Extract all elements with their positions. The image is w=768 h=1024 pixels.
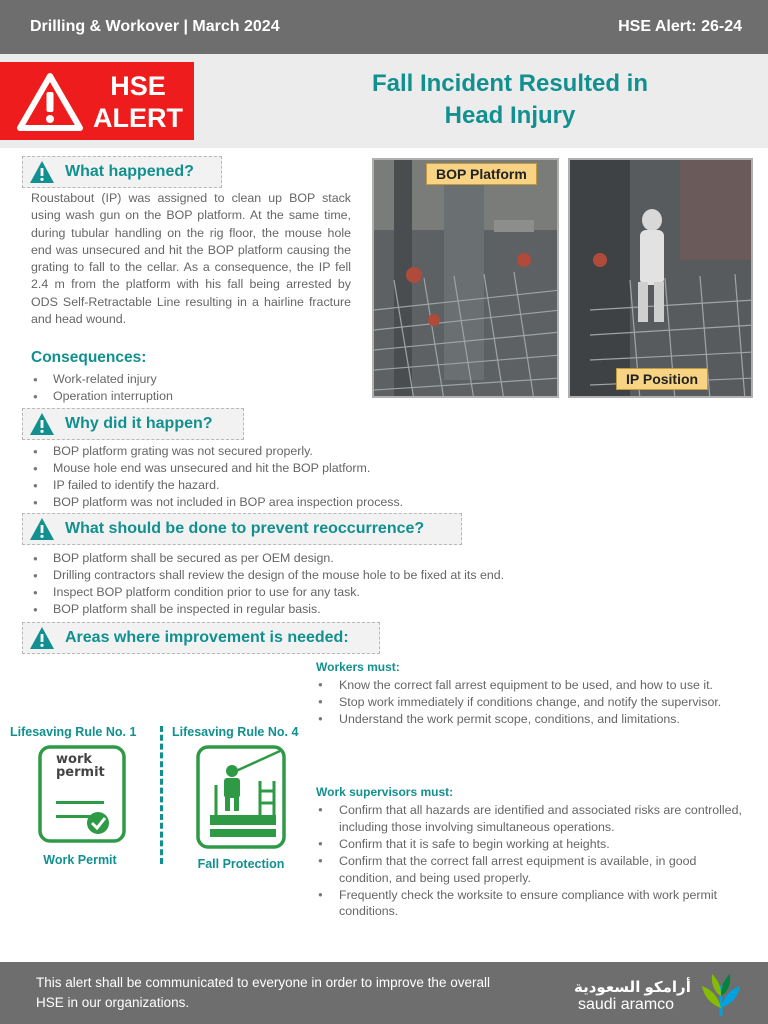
top-bar xyxy=(0,0,768,54)
company-logo-english: saudi aramco xyxy=(578,996,675,1013)
section-improvement: Areas where improvement is needed: xyxy=(22,622,380,654)
header xyxy=(0,54,768,148)
list-item: ● Confirm that it is safe to begin working at heights. xyxy=(316,836,746,853)
warning-icon xyxy=(29,517,55,541)
work-permit-icon-label: work permit xyxy=(56,752,105,780)
list-item: ● Stop work immediately if conditions change, and notify the supervisor. xyxy=(316,694,746,711)
list-item: ● BOP platform was not included in BOP area inspection process. xyxy=(31,494,731,511)
why-list xyxy=(31,443,731,511)
section-why-did-it-happen: Why did it happen? xyxy=(22,408,244,440)
list-item: ● Frequently check the worksite to ensure compliance with work permit conditions. xyxy=(316,887,746,921)
work-permit-icon xyxy=(38,745,126,843)
ip-position-image xyxy=(570,160,753,398)
list-item: ● Confirm that all hazards are identified and associated risks are controlled, including those involving simultaneous operations. xyxy=(316,802,746,836)
warning-icon xyxy=(29,412,55,436)
hse-alert-badge xyxy=(0,62,194,140)
page-title: Fall Incident Resulted in Head Injury xyxy=(371,70,649,129)
list-item: ● Inspect BOP platform condition prior to use for any task. xyxy=(31,584,751,601)
list-item: ● Confirm that the correct fall arrest equipment is available, in good condition, and being used properly. xyxy=(316,853,746,887)
list-item: ● BOP platform grating was not secured properly. xyxy=(31,443,731,460)
list-item: ● Know the correct fall arrest equipment to be used, and how to use it. xyxy=(316,677,746,694)
warning-icon xyxy=(29,626,55,650)
consequences-list xyxy=(31,371,351,405)
bop-platform-photo xyxy=(372,158,559,398)
list-item: ● BOP platform shall be secured as per OEM design. xyxy=(31,550,751,567)
workers-heading: Workers must: xyxy=(316,660,400,674)
department-date: Drilling & Workover | March 2024 xyxy=(30,18,280,35)
alert-number: HSE Alert: 26-24 xyxy=(618,18,742,35)
bop-platform-image xyxy=(374,160,559,398)
list-item: ● BOP platform shall be inspected in regular basis. xyxy=(31,601,751,618)
alert-label: HSE ALERT xyxy=(93,71,183,133)
list-item: ● Operation interruption xyxy=(31,388,351,405)
consequences-heading: Consequences: xyxy=(31,349,147,366)
prevent-list xyxy=(31,550,751,618)
footer-message: This alert shall be communicated to everyone in order to improve the overall HSE in our organizations. xyxy=(36,975,490,1010)
fall-protection-icon xyxy=(196,745,286,849)
section-prevent-reoccurrence: What should be done to prevent reoccurrence? xyxy=(22,513,462,545)
supervisors-heading: Work supervisors must: xyxy=(316,785,454,799)
photo-tag: BOP Platform xyxy=(426,163,537,185)
photo-tag: IP Position xyxy=(616,368,708,390)
warning-icon xyxy=(29,160,55,184)
work-permit-label: Work Permit xyxy=(43,853,117,867)
warning-icon xyxy=(16,72,84,132)
lifesaving-rule-4-title: Lifesaving Rule No. 4 xyxy=(172,725,299,739)
list-item: ● Work-related injury xyxy=(31,371,351,388)
footer xyxy=(0,962,768,1024)
aramco-logo-icon xyxy=(696,968,746,1018)
supervisors-list xyxy=(316,802,746,920)
company-logo-arabic: أرامكو السعودية xyxy=(574,979,691,996)
rule-divider xyxy=(160,726,163,864)
lifesaving-rule-1-title: Lifesaving Rule No. 1 xyxy=(10,725,137,739)
workers-list xyxy=(316,677,746,728)
list-item: ● Drilling contractors shall review the design of the mouse hole to be fixed at its end. xyxy=(31,567,751,584)
list-item: ● Mouse hole end was unsecured and hit the BOP platform. xyxy=(31,460,731,477)
list-item: ● IP failed to identify the hazard. xyxy=(31,477,731,494)
list-item: ● Understand the work permit scope, conditions, and limitations. xyxy=(316,711,746,728)
fall-protection-label: Fall Protection xyxy=(197,857,285,871)
incident-description: Roustabout (IP) was assigned to clean up BOP stack using wash gun on the BOP platform. At the same time, during tubular handling on the rig floor, the mouse hole end was unsecured and hit the BOP platform causing the grating to fall to the cellar. As a consequence, the IP fell 2.4 m from the platform with his fall being arrested by ODS Self-Retractable Line resulting in a hairline fracture and head wound. xyxy=(31,191,351,327)
section-what-happened: What happened? xyxy=(22,156,222,188)
ip-position-photo xyxy=(568,158,753,398)
